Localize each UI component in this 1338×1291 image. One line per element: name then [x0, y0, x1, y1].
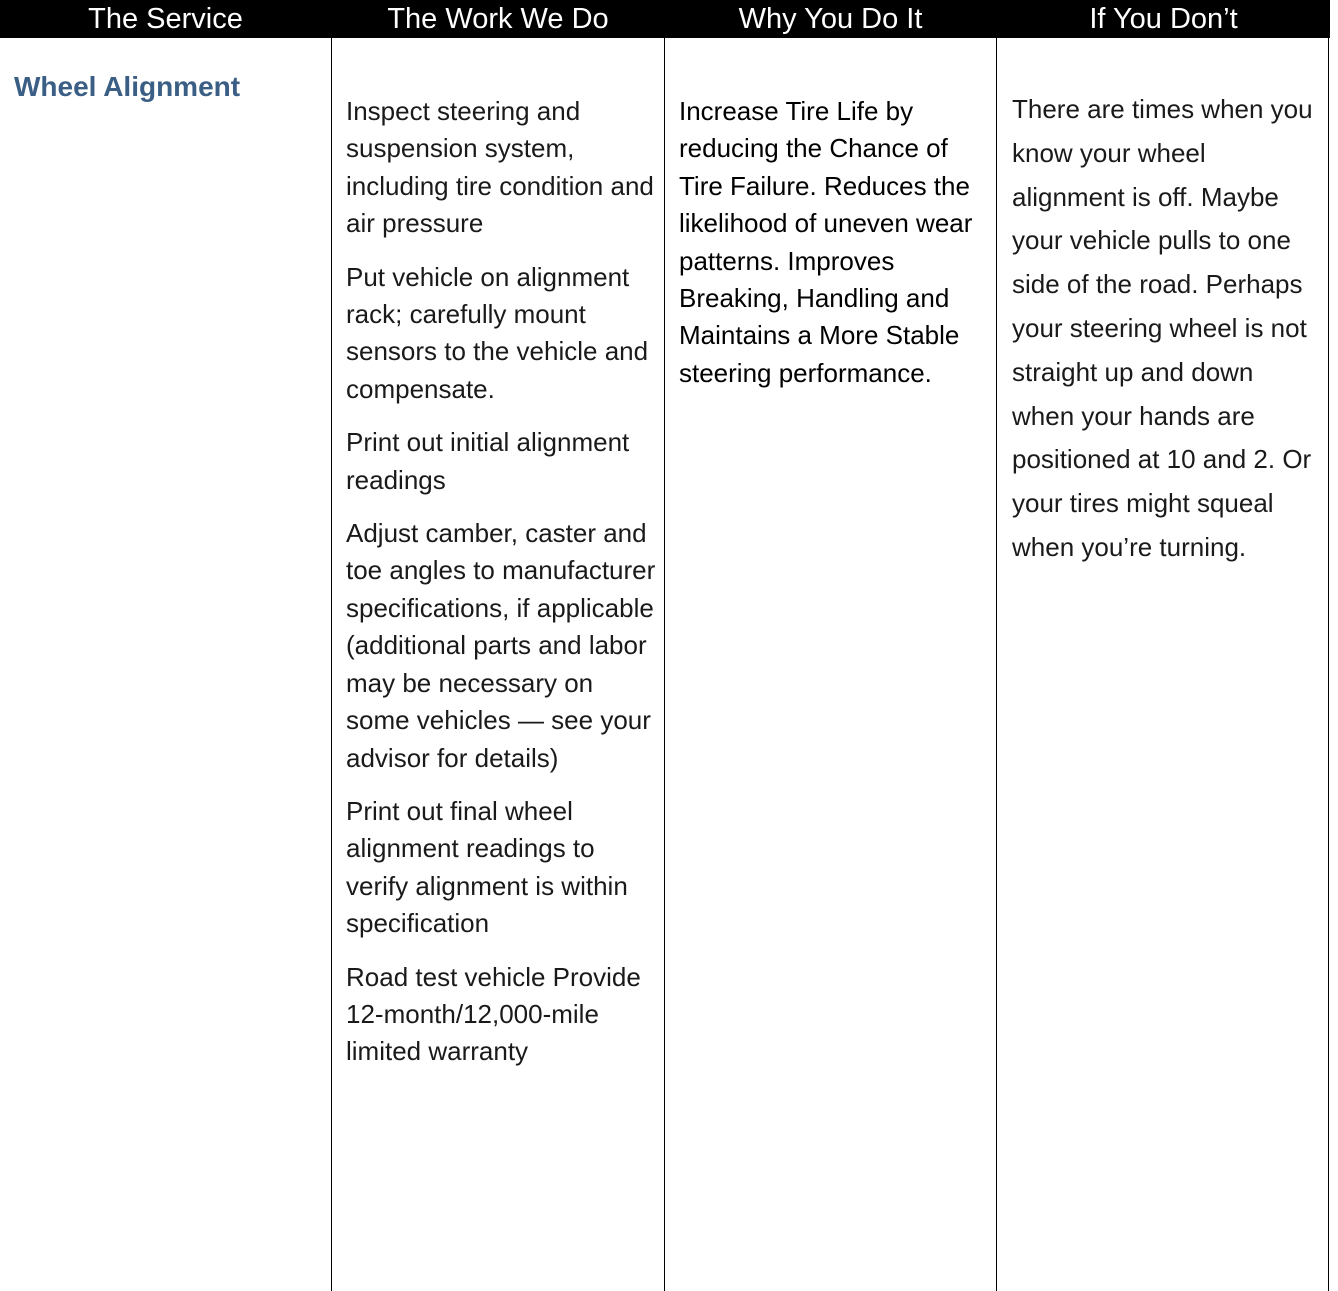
- work-step: Print out initial alignment readings: [346, 427, 630, 495]
- column-divider: [996, 38, 997, 1291]
- header-the-service: The Service: [88, 3, 243, 35]
- header-if-you-dont: If You Don’t: [1089, 3, 1238, 35]
- column-divider: [664, 38, 665, 1291]
- work-step: Put vehicle on alignment rack; carefully mount sensors to the vehicle and compensate.: [346, 261, 649, 404]
- work-step: Road test vehicle Provide 12-month/12,000-mile limited warranty: [346, 961, 641, 1067]
- work-steps-list: [346, 93, 656, 1087]
- column-divider: [331, 38, 332, 1291]
- if-you-dont-text: There are times when you know your wheel alignment is off. Maybe your vehicle pulls to one side of the road. Perhaps your steering wheel is not straight up and down when your hands are positioned at 10 and 2. Or your tires might squeal when you’re turning.: [1012, 94, 1313, 562]
- table-header-row: [0, 0, 1330, 38]
- column-divider: [1328, 38, 1329, 1291]
- why-you-do-it-text: Increase Tire Life by reducing the Chance of Tire Failure. Reduces the likelihood of uneven wear patterns. Improves Breaking, Handling and Maintains a More Stable steering performance.: [679, 96, 973, 388]
- work-step: Adjust camber, caster and toe angles to manufacturer specifications, if applicable (additional parts and labor may be necessary on some vehicles — see your advisor for details): [346, 518, 656, 773]
- header-the-work-we-do: The Work We Do: [387, 3, 609, 35]
- service-name: Wheel Alignment: [14, 71, 241, 102]
- header-why-you-do-it: Why You Do It: [738, 3, 923, 35]
- work-step: Print out final wheel alignment readings to verify alignment is within specification: [346, 795, 628, 939]
- work-step: Inspect steering and suspension system, including tire condition and air pressure: [346, 96, 654, 239]
